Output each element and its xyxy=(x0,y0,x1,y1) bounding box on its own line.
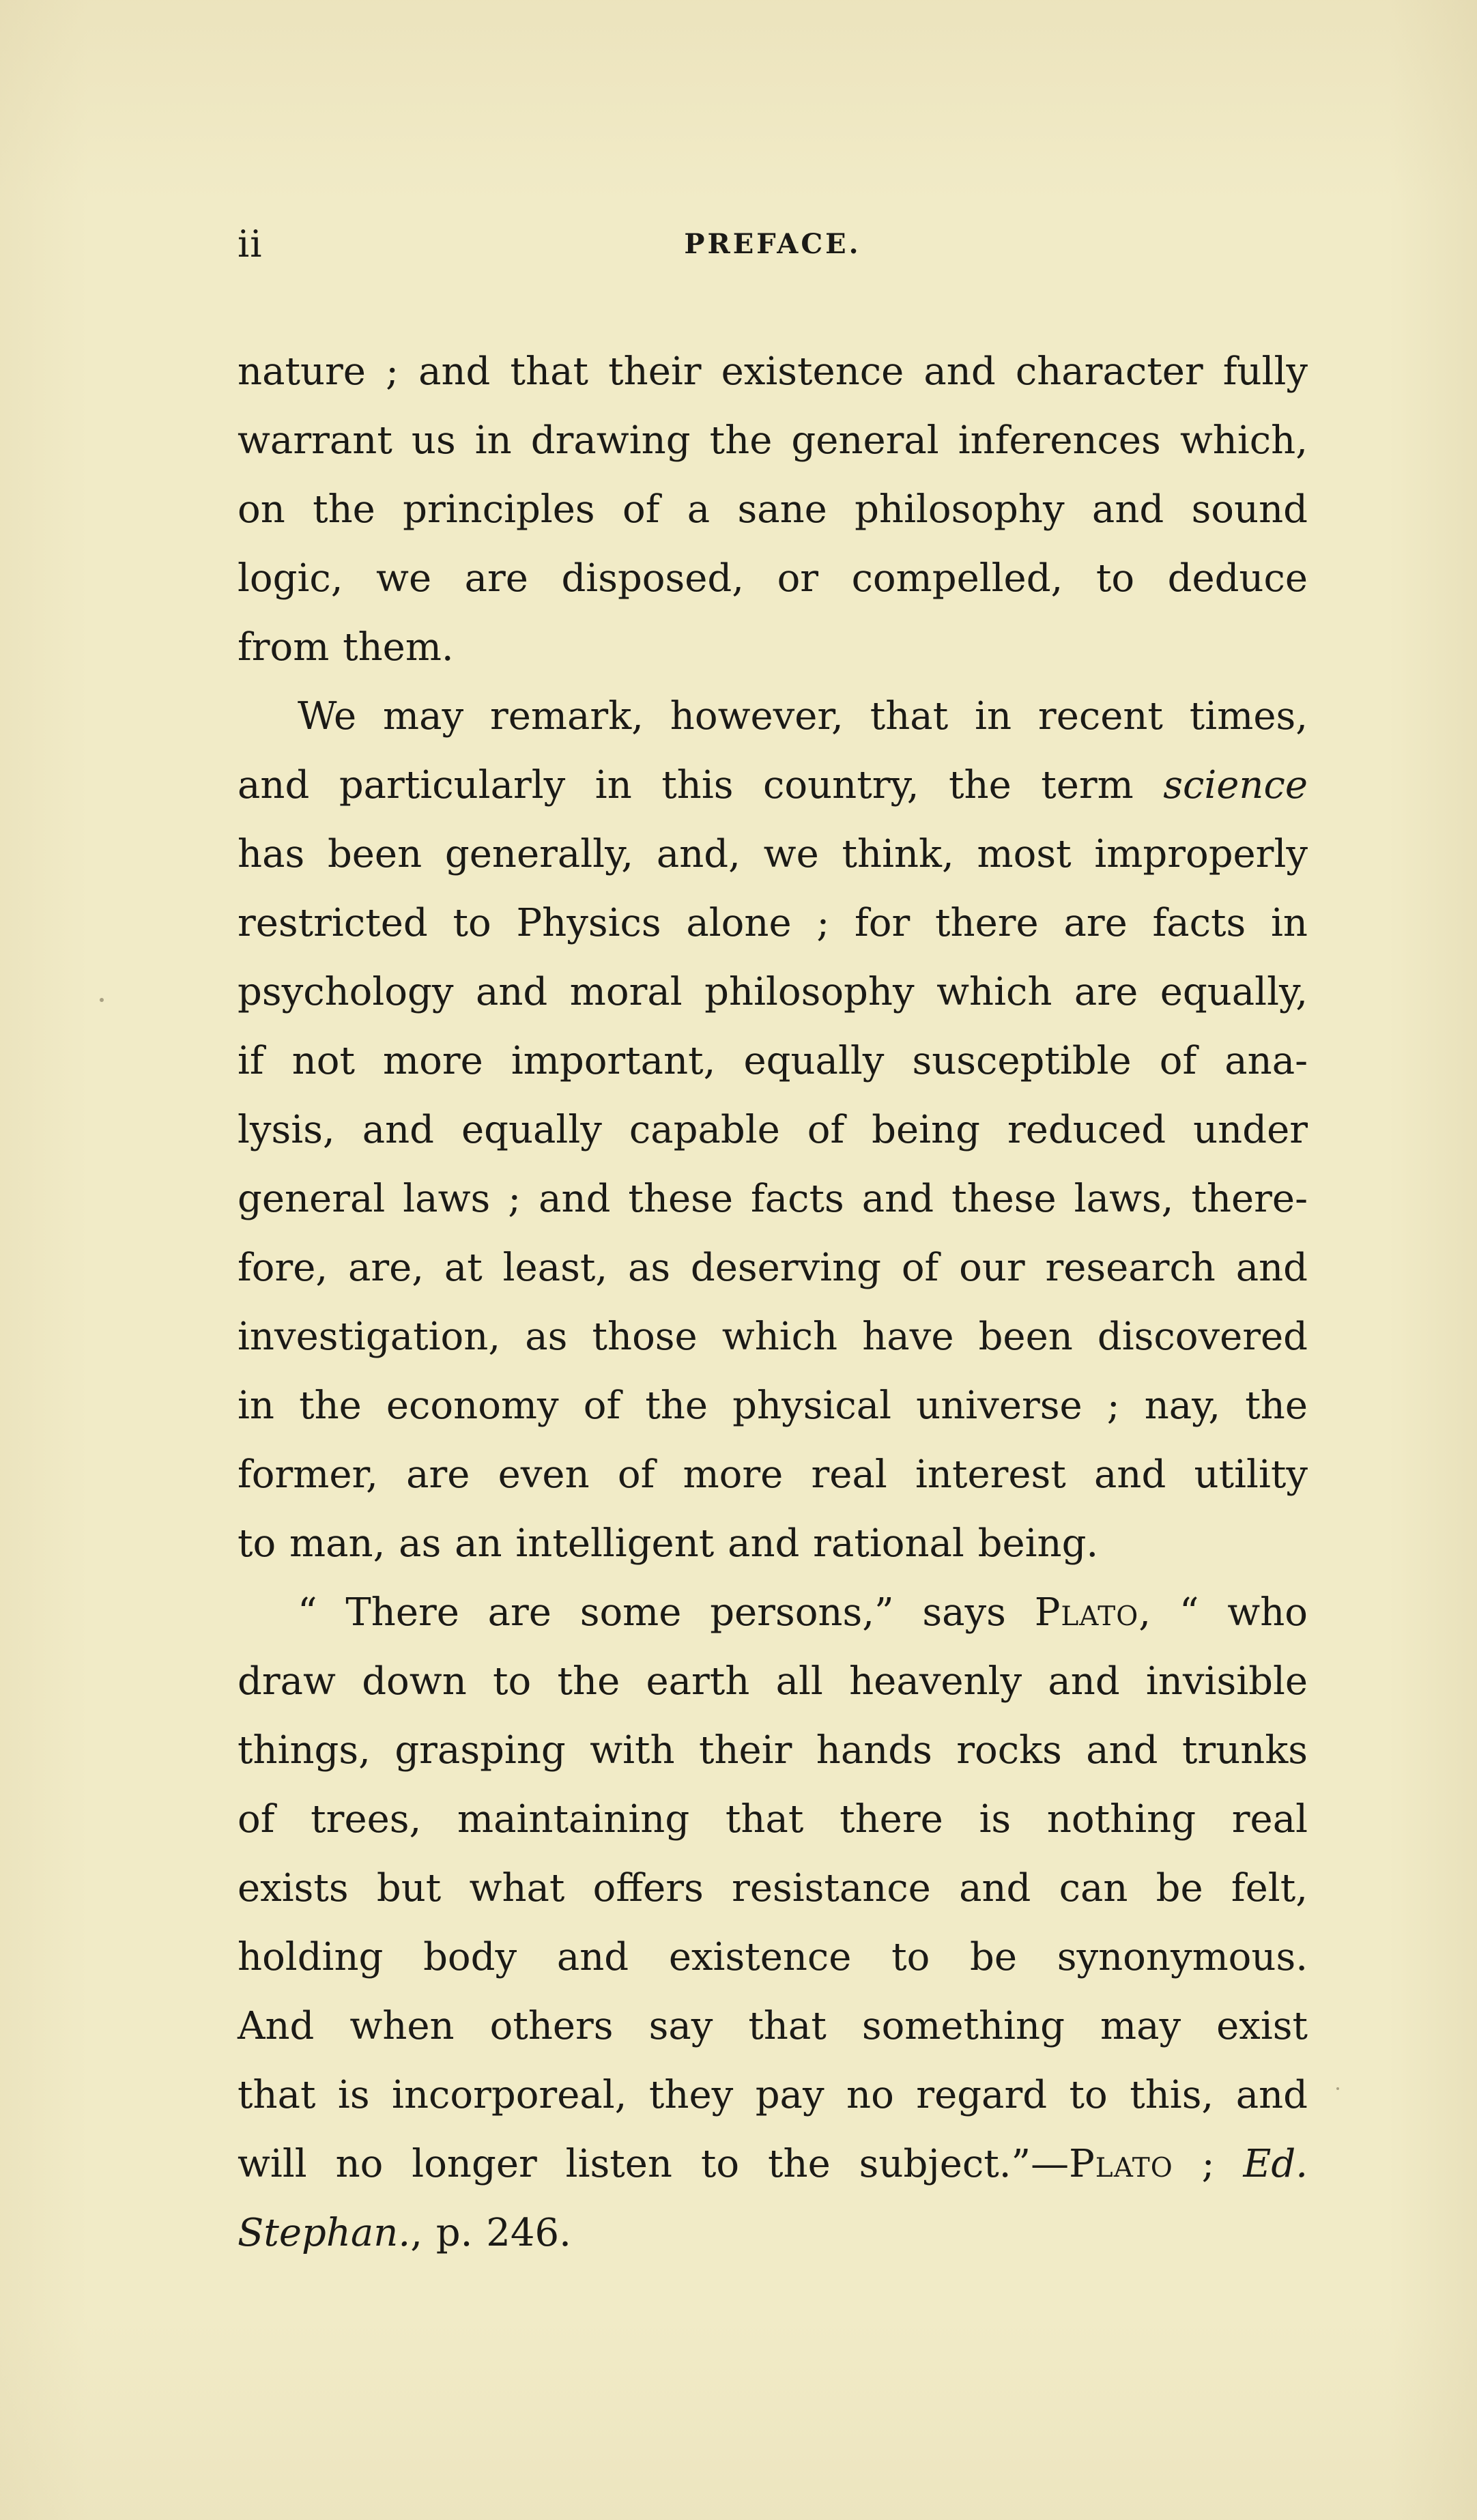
text-segment: psychology and moral philosophy which are equally, xyxy=(238,970,1308,1014)
text-segment: former, are even of more real interest and utility xyxy=(238,1452,1308,1497)
text-line xyxy=(238,613,1308,682)
running-title: PREFACE. xyxy=(684,228,861,260)
text-line xyxy=(238,1509,1308,1578)
text-line xyxy=(238,2199,1308,2267)
text-line xyxy=(238,958,1308,1027)
italic-text: Stephan. xyxy=(238,2211,411,2255)
text-segment: in the economy of the physical universe ; nay, the xyxy=(238,1384,1308,1428)
text-segment: has been generally, and, we think, most improperly xyxy=(238,832,1308,876)
body-text xyxy=(238,337,1308,2267)
text-segment: , p. 246. xyxy=(410,2211,571,2255)
text-segment: will no longer listen to the subject.”— xyxy=(238,2142,1070,2186)
paragraph xyxy=(238,1578,1308,2267)
text-segment: “ There are some persons,” says xyxy=(298,1590,1035,1635)
text-line xyxy=(238,1233,1308,1302)
text-line xyxy=(238,889,1308,958)
text-line xyxy=(238,1578,1308,1647)
text-line xyxy=(238,2130,1308,2199)
text-segment: if not more important, equally susceptible of ana- xyxy=(238,1039,1308,1083)
text-segment: We may remark, however, that in recent times, xyxy=(298,694,1308,739)
text-line xyxy=(238,1716,1308,1785)
text-segment: fore, are, at least, as deserving of our research and xyxy=(238,1246,1308,1290)
text-line xyxy=(238,1371,1308,1440)
paper-speck xyxy=(1336,2087,1339,2090)
page-number: ii xyxy=(238,223,263,266)
text-line xyxy=(238,682,1308,751)
text-line xyxy=(238,1647,1308,1716)
italic-text: science xyxy=(1163,763,1308,807)
text-segment: from them. xyxy=(238,625,454,670)
text-line xyxy=(238,751,1308,820)
text-line xyxy=(238,1096,1308,1164)
text-segment: on the principles of a sane philosophy and sound xyxy=(238,487,1308,532)
paper-speck xyxy=(100,998,104,1002)
text-segment: of trees, maintaining that there is nothing real xyxy=(238,1797,1308,1842)
text-line xyxy=(238,1027,1308,1096)
text-segment: nature ; and that their existence and character fully xyxy=(238,349,1308,394)
text-line xyxy=(238,1854,1308,1923)
text-segment: to man, as an intelligent and rational being. xyxy=(238,1521,1099,1566)
text-line xyxy=(238,406,1308,475)
text-segment: ; xyxy=(1173,2142,1244,2186)
text-segment: general laws ; and these facts and these laws, there- xyxy=(238,1177,1308,1221)
text-segment: , “ who xyxy=(1138,1590,1308,1635)
text-segment: things, grasping with their hands rocks and trunks xyxy=(238,1728,1308,1773)
text-segment: logic, we are disposed, or compelled, to deduce xyxy=(238,556,1308,601)
text-line xyxy=(238,1785,1308,1854)
text-line xyxy=(238,1992,1308,2061)
small-caps-text: Plato xyxy=(1069,2142,1173,2186)
text-segment: investigation, as those which have been discovered xyxy=(238,1315,1308,1359)
text-segment: and particularly in this country, the term xyxy=(238,763,1164,807)
text-segment: draw down to the earth all heavenly and invisible xyxy=(238,1659,1308,1704)
text-segment: warrant us in drawing the general inferences which, xyxy=(238,418,1308,463)
text-line xyxy=(238,337,1308,406)
text-segment: restricted to Physics alone ; for there are facts in xyxy=(238,901,1308,945)
text-line xyxy=(238,475,1308,544)
text-segment: exists but what offers resistance and can be felt, xyxy=(238,1866,1308,1910)
small-caps-text: Plato xyxy=(1034,1590,1139,1635)
paragraph xyxy=(238,337,1308,682)
text-line xyxy=(238,2061,1308,2130)
italic-text: Ed. xyxy=(1243,2142,1308,2186)
text-line xyxy=(238,544,1308,613)
paragraph xyxy=(238,682,1308,1578)
text-segment: lysis, and equally capable of being reduced under xyxy=(238,1108,1308,1152)
text-line xyxy=(238,1440,1308,1509)
book-page xyxy=(238,217,1308,2267)
text-line xyxy=(238,1302,1308,1371)
text-segment: holding body and existence to be synonymous. xyxy=(238,1935,1308,1979)
text-line xyxy=(238,1164,1308,1233)
text-line xyxy=(238,1923,1308,1992)
text-segment: And when others say that something may exist xyxy=(238,2004,1308,2048)
running-head xyxy=(238,217,1308,272)
text-line xyxy=(238,820,1308,889)
text-segment: that is incorporeal, they pay no regard to this, and xyxy=(238,2073,1308,2117)
